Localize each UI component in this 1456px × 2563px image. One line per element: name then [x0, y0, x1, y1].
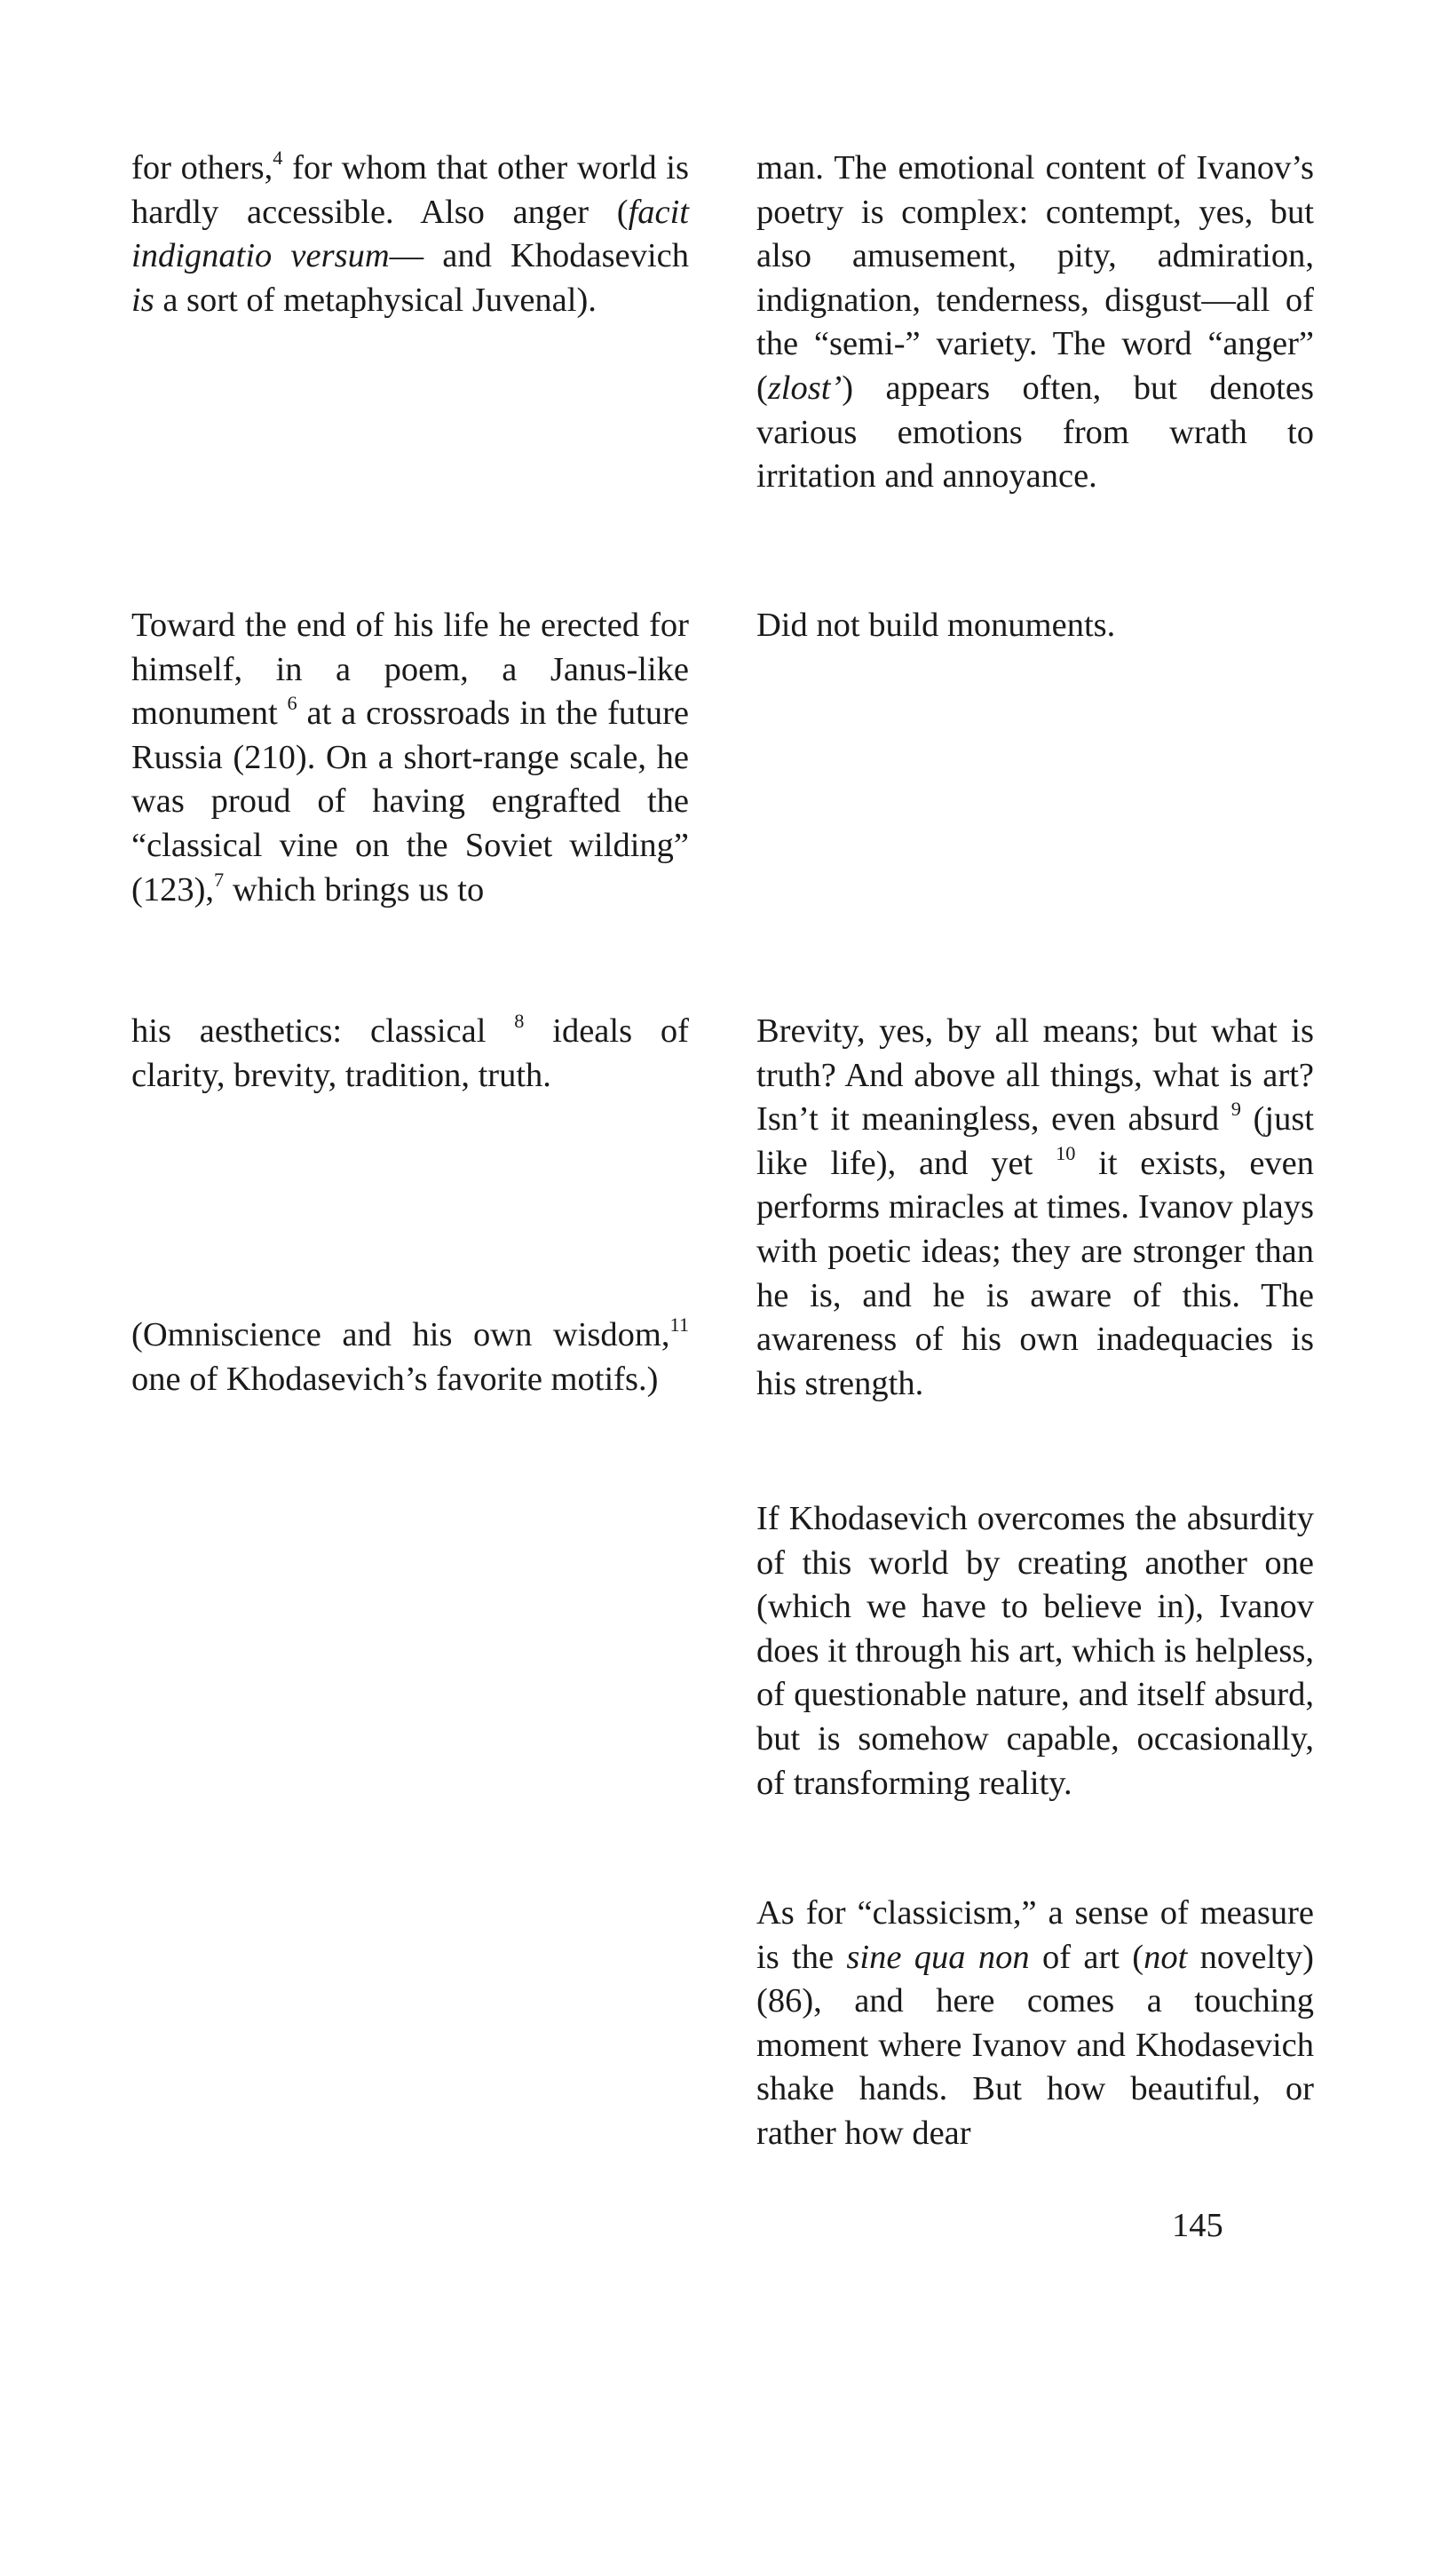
right-block-3 — [756, 1010, 1314, 1406]
paragraph — [756, 1010, 1314, 1406]
russian-word: zlost’ — [767, 369, 843, 407]
paragraph — [756, 147, 1314, 499]
footnote-ref: 11 — [669, 1313, 689, 1336]
paragraph — [131, 604, 689, 912]
text-run: his aesthetics: classical — [131, 1012, 515, 1050]
text-run: ideals of clarity, brevity, tradition, truth. — [131, 1012, 689, 1094]
footnote-ref: 6 — [287, 692, 297, 715]
text-run: Did not build monuments. — [756, 607, 1116, 644]
text-run: at a crossroads in the future Russia (210). On a short-range scale, he was proud of having engrafted the “classical vine on the Soviet wilding” (123), — [131, 694, 689, 909]
right-block-5 — [756, 1892, 1314, 2156]
emphasis: is — [131, 281, 154, 319]
right-block-2 — [756, 604, 1314, 648]
right-block-4 — [756, 1497, 1314, 1805]
paragraph — [756, 1892, 1314, 2156]
text-run: one of Khodasevich’s favorite motifs.) — [131, 1360, 659, 1398]
text-run: of art ( — [1029, 1938, 1144, 1976]
left-block-1 — [131, 147, 689, 322]
footnote-ref: 10 — [1056, 1141, 1076, 1164]
text-run: ) appears often, but denotes various emotions from wrath to irritation and annoyance. — [756, 369, 1314, 496]
text-run: Brevity, yes, by all means; but what is truth? And above all things, what is art? Isn’t it meaningless, even absurd — [756, 1012, 1314, 1139]
footnote-ref: 4 — [273, 146, 283, 169]
text-run: for others, — [131, 149, 273, 186]
left-block-3 — [131, 1010, 689, 1098]
page-number: 145 — [1172, 2207, 1223, 2244]
text-run: which brings us to — [224, 870, 485, 909]
right-block-1 — [756, 147, 1314, 499]
text-run: a sort of metaphysical Juvenal). — [154, 281, 597, 319]
text-run: for whom that other world is hardly accessible. Also anger ( — [131, 149, 689, 231]
text-run: Toward the end of his life he erected for himself, in a poem, a Janus-like monument — [131, 607, 689, 733]
paragraph — [131, 1010, 689, 1098]
paragraph — [131, 147, 689, 322]
latin-phrase: sine qua non — [846, 1938, 1030, 1976]
text-run: (Omniscience and his own wisdom, — [131, 1316, 670, 1353]
left-block-4 — [131, 1313, 689, 1401]
text-run: If Khodasevich overcomes the absurdity of this world by creating another one (which we have to believe in), Ivanov does it through his art, which is helpless, of questionable nature, and itself absurd, but is somehow capable, occasionally, of transforming reality. — [756, 1500, 1314, 1802]
text-run: As for “classicism,” a sense of measure is the — [756, 1894, 1314, 1976]
footnote-ref: 7 — [214, 868, 225, 891]
footnote-ref: 8 — [514, 1009, 525, 1032]
text-run: it exists, even performs miracles at times. Ivanov plays with poetic ideas; they are stronger than he is, and he is aware of this. The awareness of his own inadequacies is his strength. — [756, 1144, 1314, 1402]
emphasis: not — [1143, 1938, 1188, 1976]
left-block-2 — [131, 604, 689, 912]
paragraph — [131, 1313, 689, 1401]
text-run: — and Khodasevich — [389, 237, 689, 275]
paragraph — [756, 604, 1314, 648]
paragraph — [756, 1497, 1314, 1805]
footnote-ref: 9 — [1230, 1098, 1241, 1121]
text-run: novelty) (86), and here comes a touching moment where Ivanov and Khodasevich shake hands. But how beautiful, or rather how dear — [756, 1938, 1314, 2152]
latin-phrase: facit indignatio versum — [131, 193, 689, 275]
text-run: man. The emotional content of Ivanov’s poetry is complex: contempt, yes, but also amusement, pity, admiration, indignation, tenderness, disgust—all of the “semi-” variety. The word “anger” ( — [756, 149, 1314, 407]
text-run: (just like life), and yet — [756, 1100, 1314, 1182]
